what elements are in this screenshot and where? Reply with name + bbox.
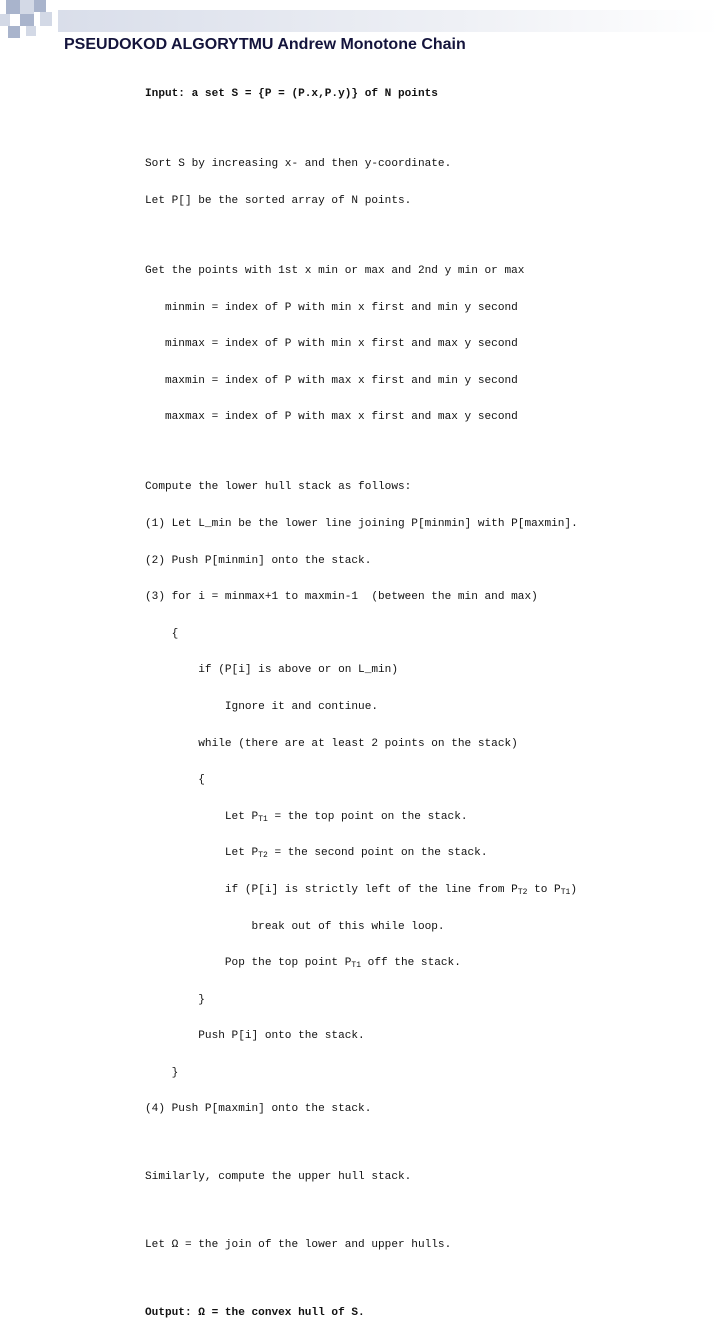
code-line: if (P[i] is above or on L_min) — [145, 664, 398, 677]
slide-title: PSEUDOKOD ALGORYTMU Andrew Monotone Chain — [64, 36, 466, 53]
code-line: Sort S by increasing x- and then y-coordinate. — [145, 158, 452, 171]
code-line: Similarly, compute the upper hull stack. — [145, 1171, 412, 1184]
code-line: { — [145, 627, 179, 640]
code-line: Let $P_{T1}$ = the top point on the stack. — [145, 810, 468, 824]
code-line: if (P[i] is strictly left of the line from $P_{T2}$ to $P_{T1}$) — [145, 883, 577, 897]
code-line: Input: a set S = {P = (P.x,P.y)} of N points — [145, 88, 438, 101]
header-bar — [58, 10, 720, 32]
code-line: (2) Push P[minmin] onto the stack. — [145, 554, 372, 567]
code-line: while (there are at least 2 points on the stack) — [145, 737, 518, 750]
code-line: Let P[] be the sorted array of N points. — [145, 195, 412, 207]
code-line: { — [145, 774, 205, 787]
code-line: (1) Let L_min be the lower line joining P[minmin] with P[maxmin]. — [145, 517, 578, 530]
code-line: Push P[i] onto the stack. — [145, 1030, 365, 1043]
code-line: maxmax = index of P with max x first and max y second — [145, 411, 518, 424]
code-line: Let Ω = the join of the lower and upper hulls. — [145, 1239, 452, 1252]
code-line: minmax = index of P with min x first and max y second — [145, 338, 518, 351]
code-line: Ignore it and continue. — [145, 700, 379, 713]
code-line: Get the points with 1st x min or max and 2nd y min or max — [145, 265, 525, 277]
code-line: break out of this while loop. — [145, 920, 445, 933]
pseudocode-block — [145, 64, 578, 1332]
code-line: maxmin = index of P with max x first and min y second — [145, 374, 518, 387]
code-line: Let $P_{T2}$ = the second point on the stack. — [145, 847, 488, 861]
code-line: (3) for i = minmax+1 to maxmin-1 (between the min and max) — [145, 591, 538, 604]
code-line: Compute the lower hull stack as follows: — [145, 481, 412, 494]
code-line: (4) Push P[maxmin] onto the stack. — [145, 1103, 372, 1116]
code-line: } — [145, 993, 205, 1006]
code-line: } — [145, 1066, 179, 1079]
code-line: minmin = index of P with min x first and min y second — [145, 301, 518, 314]
code-line: Pop the top point $P_{T1}$ off the stack. — [145, 957, 461, 971]
code-line: Output: Ω = the convex hull of S. — [145, 1307, 365, 1320]
